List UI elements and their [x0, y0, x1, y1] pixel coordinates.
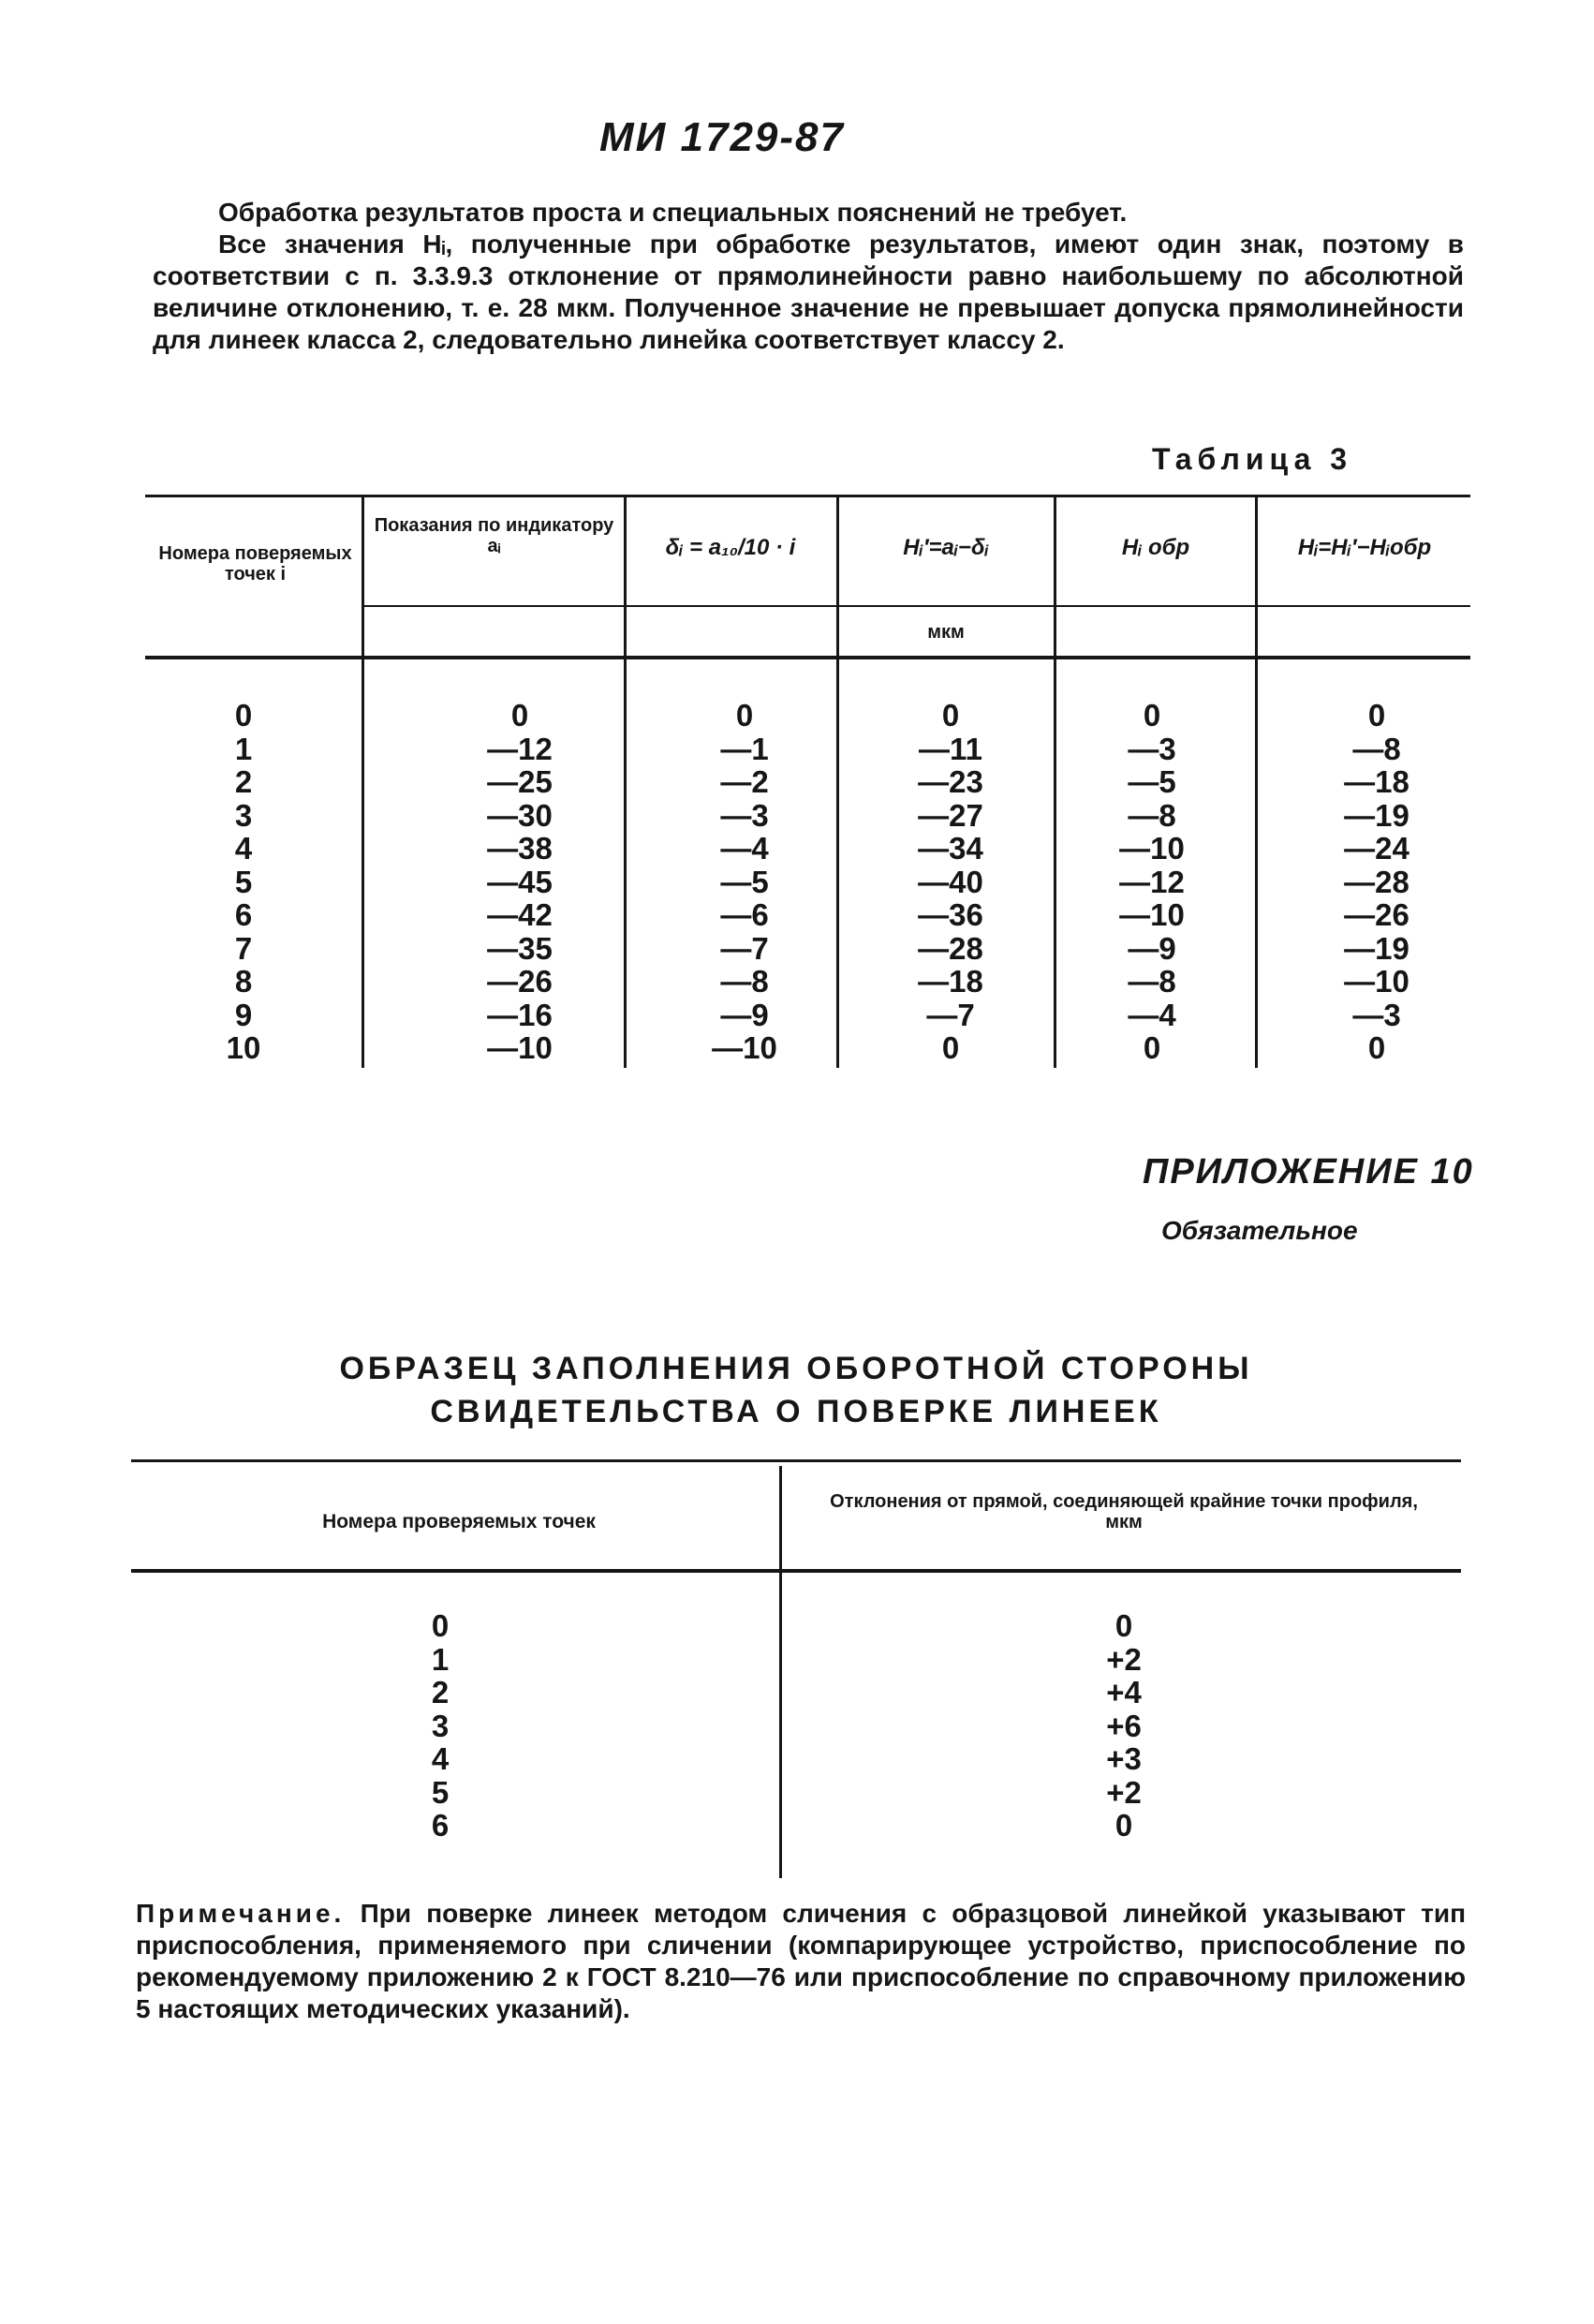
document-code: МИ 1729-87 — [599, 114, 845, 160]
table-cell: 9 — [234, 997, 253, 1032]
table3-col-divider-4 — [1054, 496, 1056, 1068]
table-cell: —36 — [918, 897, 983, 932]
table-cell: —24 — [1344, 831, 1410, 866]
table-cell: —10 — [1119, 831, 1185, 866]
table-cell: —11 — [919, 731, 982, 766]
table3-header-bottom-rule — [145, 656, 1470, 659]
table3-header-divider — [363, 605, 1470, 607]
sample-table-header-rule — [131, 1569, 1461, 1573]
table-caption: Таблица 3 — [1152, 442, 1353, 476]
sample-col-points — [384, 1609, 496, 1843]
table3-col-delta — [656, 699, 834, 1065]
table-cell: +4 — [1106, 1675, 1142, 1710]
table-cell: —10 — [487, 1030, 553, 1065]
table-cell: —19 — [1344, 930, 1410, 966]
table3-top-rule — [145, 495, 1470, 497]
table-cell: 1 — [234, 731, 253, 766]
table3-unit: мкм — [927, 622, 965, 643]
sample-table-col-divider — [779, 1466, 782, 1878]
table-cell: 8 — [234, 964, 253, 999]
table-cell: 6 — [431, 1808, 450, 1843]
table-cell: 2 — [234, 764, 253, 799]
table-cell: 0 — [1143, 698, 1161, 733]
table-cell: —19 — [1344, 797, 1410, 833]
intro-paragraph-2: Все значения Hᵢ, полученные при обработке результатов, имеют один знак, поэтому в соответствии с п. 3.3.9.3 отклонение от прямолинейности равно наибольшему по абсолютной величине отклонению, т. е. 28 мкм. Полученное значение не превышает допуска прямолинейности для линеек класса 2, следовательно линейка соответствует классу 2. — [153, 229, 1464, 354]
table-cell: —18 — [1344, 764, 1410, 799]
table-cell: 2 — [431, 1675, 450, 1710]
table3-col-readings — [431, 699, 609, 1065]
sample-table-top-rule — [131, 1459, 1461, 1462]
table-cell: —16 — [487, 997, 553, 1032]
table-cell: —1 — [720, 731, 769, 766]
table-cell: 7 — [234, 930, 253, 966]
table-cell: 4 — [431, 1741, 450, 1776]
table-cell: —8 — [1128, 964, 1176, 999]
table-cell: —10 — [1344, 964, 1410, 999]
table-cell: —18 — [918, 964, 983, 999]
appendix-status: Обязательное — [1161, 1216, 1358, 1245]
table-cell: +3 — [1106, 1741, 1142, 1776]
sample-title — [281, 1347, 1311, 1433]
table-cell: —9 — [1128, 930, 1176, 966]
table-cell: 0 — [941, 1030, 960, 1065]
table-cell: —7 — [720, 930, 769, 966]
table-cell: 0 — [1143, 1030, 1161, 1065]
table-cell: —10 — [1119, 897, 1185, 932]
table-cell: —9 — [720, 997, 769, 1032]
table-cell: —2 — [720, 764, 769, 799]
table-cell: 6 — [234, 897, 253, 932]
table-cell: 0 — [1114, 1608, 1133, 1643]
table3-header-readings: Показания по индикатору aᵢ — [374, 515, 614, 556]
appendix-label: ПРИЛОЖЕНИЕ 10 — [1143, 1152, 1474, 1192]
table-cell: —23 — [918, 764, 983, 799]
table-cell: —6 — [720, 897, 769, 932]
table-cell: —3 — [1352, 997, 1401, 1032]
table-cell: 5 — [431, 1774, 450, 1810]
note — [136, 1898, 1466, 2025]
note-label: Примечание. — [136, 1899, 346, 1928]
table-cell: —7 — [926, 997, 975, 1032]
table-cell: 0 — [431, 1608, 450, 1643]
table-cell: —3 — [1128, 731, 1176, 766]
table-cell: 1 — [431, 1641, 450, 1677]
table-cell: +2 — [1106, 1774, 1142, 1810]
sample-header-points: Номера проверяемых точек — [322, 1511, 596, 1532]
table-cell: —34 — [918, 831, 983, 866]
table-cell: —28 — [918, 930, 983, 966]
table-cell: —42 — [487, 897, 553, 932]
sample-col-deviations — [1068, 1609, 1180, 1843]
table-cell: —8 — [1352, 731, 1401, 766]
table3-header-delta: δᵢ = a₁₀/10 · i — [665, 535, 796, 560]
table-cell: 0 — [941, 698, 960, 733]
sample-header-deviation: Отклонения от прямой, соединяющей крайние точки профиля, мкм — [830, 1491, 1418, 1532]
table-cell: —45 — [487, 864, 553, 899]
table-cell: 3 — [431, 1708, 450, 1743]
table3-header-points: Номера поверяемых точек i — [158, 543, 352, 585]
intro-text — [153, 197, 1464, 356]
table-cell: —3 — [720, 797, 769, 833]
table-cell: 0 — [1367, 1030, 1386, 1065]
table-cell: 10 — [226, 1030, 261, 1065]
table-cell: —5 — [1128, 764, 1176, 799]
table-cell: +2 — [1106, 1641, 1142, 1677]
note-text: При поверке линеек методом сличения с образцовой линейкой указывают тип приспособления, применяемого при сличении (компарирующее устройство, приспособление по рекомендуемому приложению 2 к ГОСТ 8.210—76 или приспособление по справочному приложению 5 настоящих методических указаний). — [136, 1899, 1467, 2023]
sample-title-line-2: СВИДЕТЕЛЬСТВА О ПОВЕРКЕ ЛИНЕЕК — [430, 1394, 1162, 1429]
table-cell: —12 — [1119, 864, 1185, 899]
table-cell: —26 — [487, 964, 553, 999]
table-cell: +6 — [1106, 1708, 1142, 1743]
table-cell: —8 — [1128, 797, 1176, 833]
table3-col-divider-1 — [362, 496, 364, 1068]
table-cell: 0 — [510, 698, 529, 733]
table-cell: —25 — [487, 764, 553, 799]
table3-header-h-rev: Hᵢ обр — [1121, 535, 1190, 560]
table-cell: —4 — [1128, 997, 1176, 1032]
table-cell: —8 — [720, 964, 769, 999]
table3-col-h-prime — [871, 699, 1030, 1065]
table-cell: —30 — [487, 797, 553, 833]
intro-paragraph-1: Обработка результатов проста и специальных пояснений не требует. — [218, 198, 1128, 227]
table3-col-divider-2 — [624, 496, 627, 1068]
table-cell: 5 — [234, 864, 253, 899]
table-cell: —4 — [720, 831, 769, 866]
table-cell: 3 — [234, 797, 253, 833]
table-cell: —5 — [720, 864, 769, 899]
table-cell: 0 — [1114, 1808, 1133, 1843]
table-cell: —35 — [487, 930, 553, 966]
sample-title-line-1: ОБРАЗЕЦ ЗАПОЛНЕНИЯ ОБОРОТНОЙ СТОРОНЫ — [339, 1351, 1253, 1386]
table3-col-divider-5 — [1255, 496, 1258, 1068]
table3-col-h-rev — [1077, 699, 1227, 1065]
table-cell: —26 — [1344, 897, 1410, 932]
table3-header-h-prime: Hᵢ′=aᵢ−δᵢ — [903, 535, 989, 560]
table-cell: —28 — [1344, 864, 1410, 899]
table3-header-h: Hᵢ=Hᵢ′−Hᵢобр — [1297, 535, 1432, 560]
table-cell: —38 — [487, 831, 553, 866]
table-cell: 0 — [1367, 698, 1386, 733]
table-cell: —10 — [712, 1030, 777, 1065]
table3-col-points — [187, 699, 300, 1065]
table-cell: —27 — [918, 797, 983, 833]
table-cell: 0 — [735, 698, 754, 733]
table3-col-h — [1292, 699, 1461, 1065]
table-cell: 0 — [234, 698, 253, 733]
table3-col-divider-3 — [836, 496, 839, 1068]
table-cell: 4 — [234, 831, 253, 866]
table-cell: —12 — [487, 731, 553, 766]
table-cell: —40 — [918, 864, 983, 899]
